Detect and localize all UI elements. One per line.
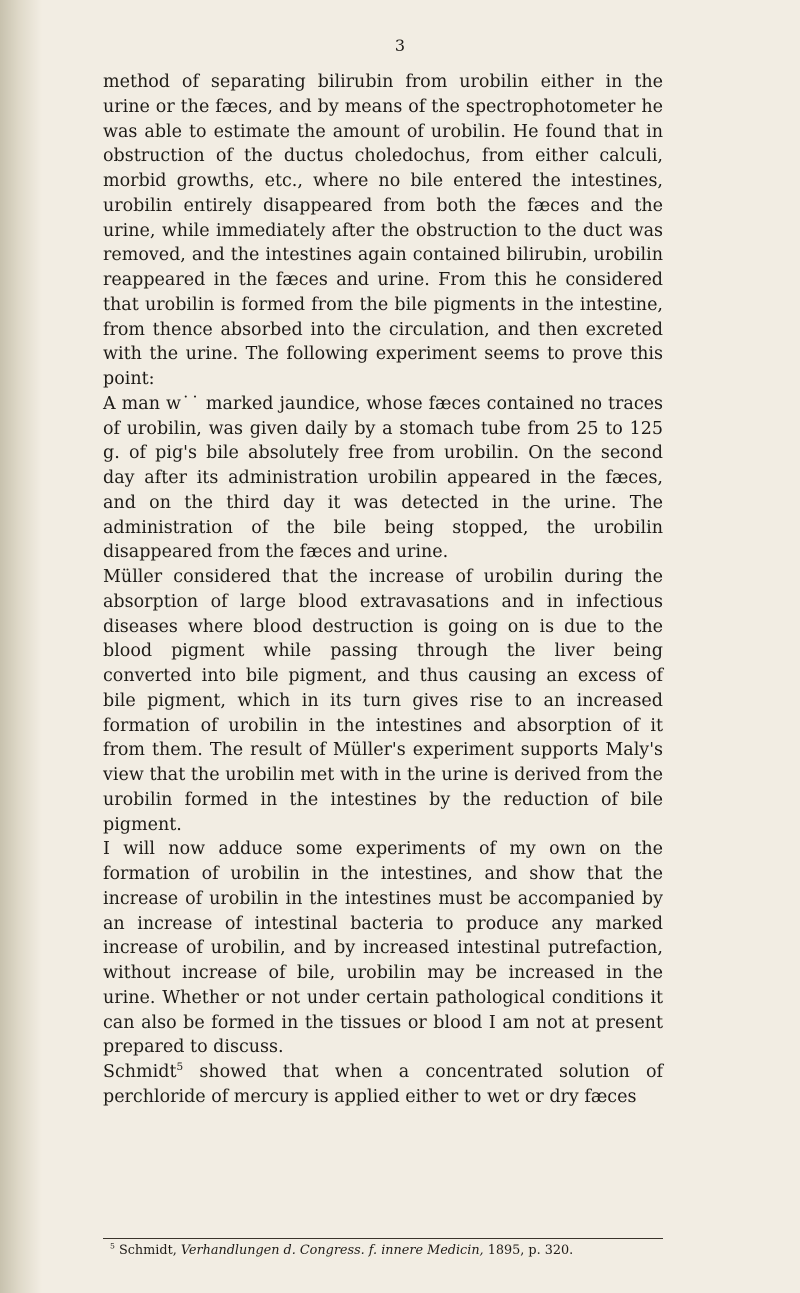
author-name: Schmidt [103, 1062, 177, 1082]
body-paragraph: I will now adduce some experiments of my own on the formation of urobilin in the intestines, and show that the increase of urobilin in the intestines must be accompanied by an increase of intestinal bacteria to produce any marked increase of urobilin, and by increased intestinal putrefaction, without increase of bile, urobilin may be increased in the urine. Whether or not under certain pathological conditions it can also be formed in the tissues or blood I am not at present prepared to discuss. [103, 839, 663, 1058]
body-paragraph: A man w˙˙ marked jaundice, whose fæces contained no traces of urobilin, was given daily by a stomach tube from 25 to 125 g. of pig's bile absolutely free from urobilin. On the second day after its administration urobilin appeared in the fæces, and on the third day it was detected in the urine. The administration of the bile being stopped, the urobilin disappeared from the fæces and urine. [103, 393, 663, 563]
footnote-author: Schmidt, [118, 1243, 181, 1258]
body-paragraph: method of separating bilirubin from urobilin either in the urine or the fæces, and by means of the spectrophotometer he was able to estimate the amount of urobilin. He found that in obstruction of the ductus choledochus, from either calculi, morbid growths, etc., where no bile entered the intestines, urobilin entirely disappeared from both the fæces and the urine, while immediately after the obstruction to the duct was removed, and the intestines again contained bilirubin, urobilin reappeared in the fæces and urine. From this he considered that urobilin is formed from the bile pigments in the intestine, from thence absorbed into the circulation, and then excreted with the urine. The following experiment seems to prove this point: [103, 72, 663, 389]
page-binding-shadow [0, 0, 42, 1293]
page-body [103, 70, 663, 1110]
footnote-mark: 5 [110, 1241, 115, 1251]
footnote-rule [103, 1238, 663, 1239]
body-text: showed that when a concentrated solution of perchloride of mercury is applied either to wet or dry fæces [103, 1062, 663, 1107]
body-paragraph-last [103, 1060, 663, 1110]
footnote [110, 1243, 670, 1259]
footnote-citation: 1895, p. 320. [483, 1243, 574, 1258]
footnote-title: Verhandlungen d. Congress. f. innere Medicin, [180, 1243, 484, 1258]
footnote-reference: 5 [176, 1061, 184, 1074]
page-number: 3 [394, 36, 406, 55]
body-paragraph: Müller considered that the increase of urobilin during the absorption of large blood extravasations and in infectious diseases where blood destruction is going on is due to the blood pigment while passing through the liver being converted into bile pigment, and thus causing an excess of bile pigment, which in its turn gives rise to an increased formation of urobilin in the intestines and absorption of it from them. The result of Müller's experiment supports Maly's view that the urobilin met with in the urine is derived from the urobilin formed in the intestines by the reduction of bile pigment. [103, 567, 663, 835]
